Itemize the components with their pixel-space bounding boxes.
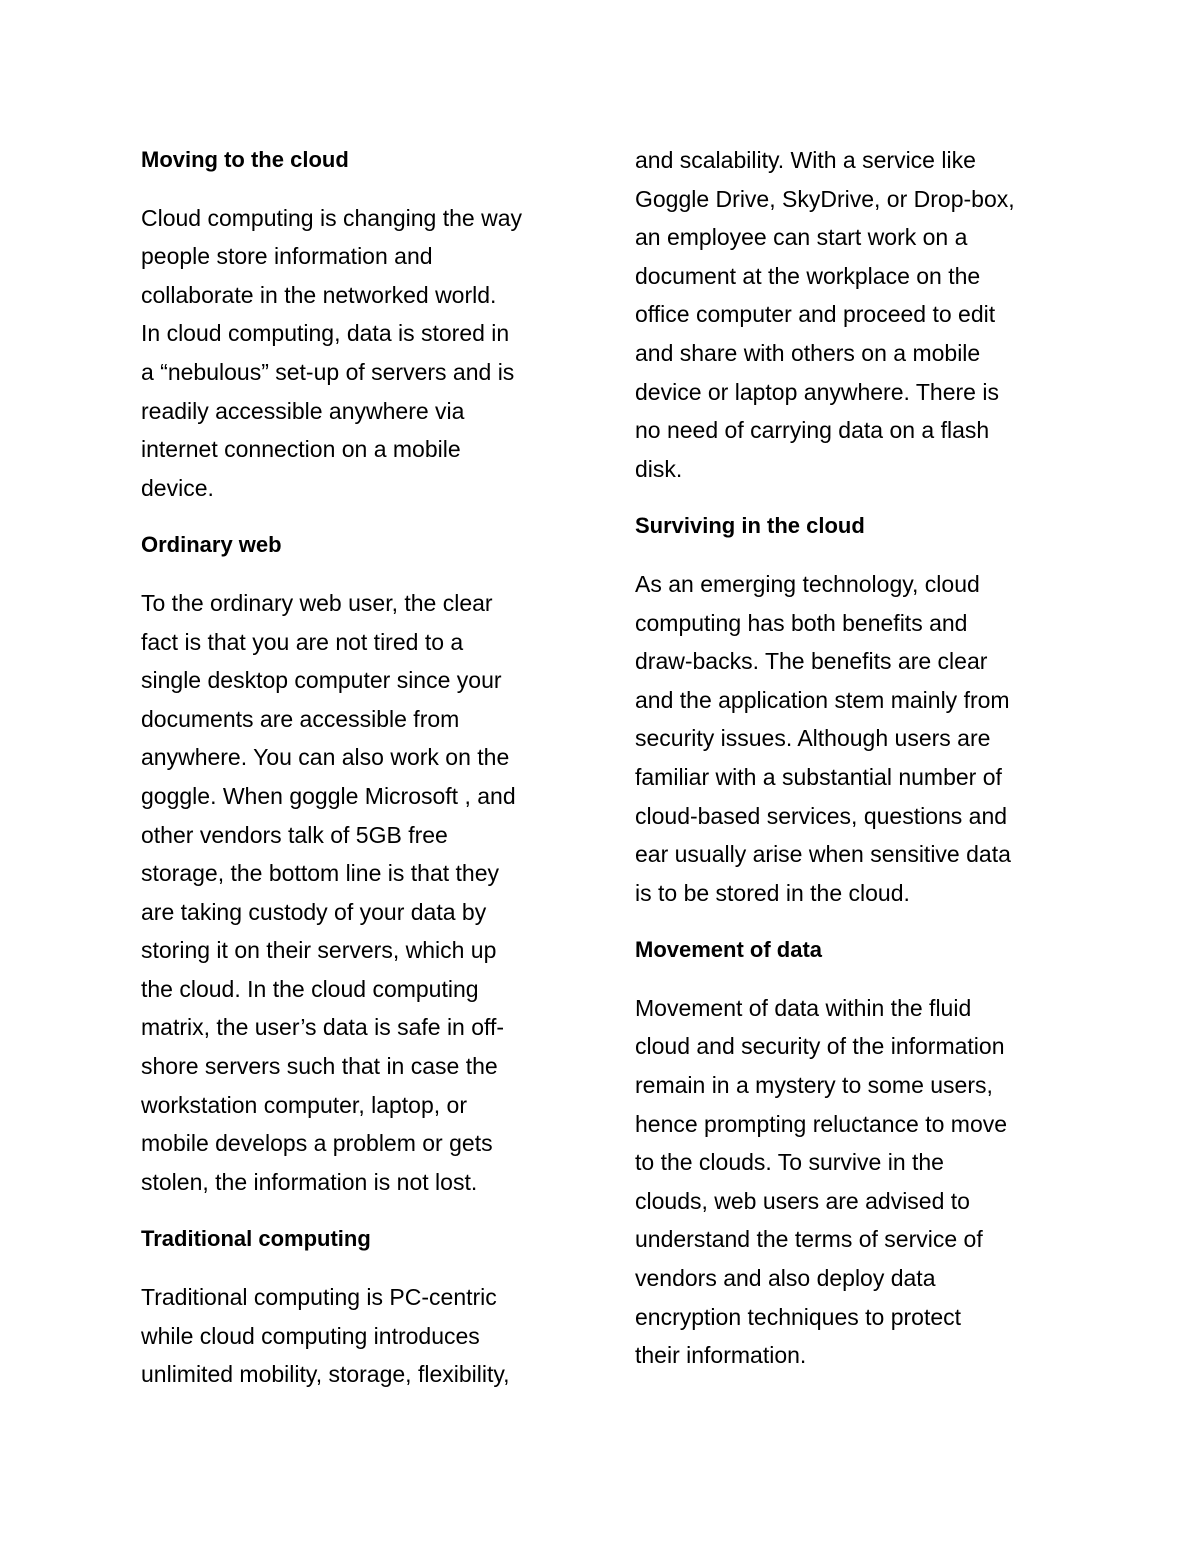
text-line: security issues. Although users are xyxy=(635,725,991,752)
section-heading-movement-of-data: Movement of data xyxy=(635,937,823,963)
text-line: mobile develops a problem or gets xyxy=(141,1130,493,1157)
text-line: vendors and also deploy data xyxy=(635,1265,936,1292)
text-line: cloud-based services, questions and xyxy=(635,802,1008,829)
text-line: other vendors talk of 5GB free xyxy=(141,821,448,848)
text-line: familiar with a substantial number of xyxy=(635,763,1002,790)
paragraph xyxy=(141,584,581,1202)
text-line: matrix, the user’s data is safe in off- xyxy=(141,1014,505,1041)
text-line: workstation computer, laptop, or xyxy=(141,1091,467,1118)
text-line: their information. xyxy=(635,1342,807,1369)
text-line: Cloud computing is changing the way xyxy=(141,204,523,231)
paragraph xyxy=(141,199,581,508)
text-line: As an emerging technology, cloud xyxy=(635,570,980,597)
paragraph xyxy=(635,565,1065,912)
text-line: storage, the bottom line is that they xyxy=(141,860,499,887)
text-line: Movement of data within the fluid xyxy=(635,994,972,1021)
text-line: encryption techniques to protect xyxy=(635,1303,962,1330)
text-line: Goggle Drive, SkyDrive, or Drop-box, xyxy=(635,185,1015,212)
text-line: understand the terms of service of xyxy=(635,1226,983,1253)
text-line: an employee can start work on a xyxy=(635,224,968,251)
section-heading-traditional-computing: Traditional computing xyxy=(141,1226,371,1252)
text-line: readily accessible anywhere via xyxy=(141,397,465,424)
text-line: disk. xyxy=(635,455,683,482)
text-line: anywhere. You can also work on the xyxy=(141,744,510,771)
right-column xyxy=(635,141,1065,1394)
left-column xyxy=(141,141,581,1413)
text-line: collaborate in the networked world. xyxy=(141,281,497,308)
text-line: are taking custody of your data by xyxy=(141,898,487,925)
text-line: shore servers such that in case the xyxy=(141,1053,498,1080)
text-line: cloud and security of the information xyxy=(635,1033,1005,1060)
text-line: internet connection on a mobile xyxy=(141,436,461,463)
text-line: a “nebulous” set-up of servers and is xyxy=(141,358,515,385)
text-line: clouds, web users are advised to xyxy=(635,1187,970,1214)
text-line: and share with others on a mobile xyxy=(635,339,981,366)
paragraph xyxy=(141,1278,581,1394)
section-heading-surviving-in-the-cloud: Surviving in the cloud xyxy=(635,513,865,539)
text-line: remain in a mystery to some users, xyxy=(635,1072,993,1099)
text-line: To the ordinary web user, the clear xyxy=(141,589,493,616)
text-line: while cloud computing introduces xyxy=(141,1322,480,1349)
text-line: device or laptop anywhere. There is xyxy=(635,378,999,405)
text-line: is to be stored in the cloud. xyxy=(635,879,910,906)
text-line: document at the workplace on the xyxy=(635,262,981,289)
text-line: storing it on their servers, which up xyxy=(141,937,497,964)
text-line: and the application stem mainly from xyxy=(635,686,1010,713)
section-heading-moving-to-the-cloud: Moving to the cloud xyxy=(141,147,349,172)
text-line: no need of carrying data on a flash xyxy=(635,417,990,444)
paragraph xyxy=(635,989,1065,1375)
text-line: single desktop computer since your xyxy=(141,667,502,694)
text-line: the cloud. In the cloud computing xyxy=(141,975,479,1002)
text-line: device. xyxy=(141,474,214,501)
text-line: hence prompting reluctance to move xyxy=(635,1110,1008,1137)
text-line: In cloud computing, data is stored in xyxy=(141,320,510,347)
text-line: ear usually arise when sensitive data xyxy=(635,841,1011,868)
text-line: and scalability. With a service like xyxy=(635,147,976,173)
text-line: office computer and proceed to edit xyxy=(635,301,996,328)
text-line: fact is that you are not tired to a xyxy=(141,628,464,655)
text-line: stolen, the information is not lost. xyxy=(141,1168,478,1195)
text-line: computing has both benefits and xyxy=(635,609,968,636)
paragraph xyxy=(635,141,1065,488)
text-line: goggle. When goggle Microsoft , and xyxy=(141,782,516,809)
text-line: to the clouds. To survive in the xyxy=(635,1149,944,1176)
text-line: unlimited mobility, storage, flexibility, xyxy=(141,1361,510,1388)
text-line: draw-backs. The benefits are clear xyxy=(635,648,988,675)
text-line: documents are accessible from xyxy=(141,705,460,732)
text-line: people store information and xyxy=(141,243,433,270)
section-heading-ordinary-web: Ordinary web xyxy=(141,532,282,558)
text-line: Traditional computing is PC-centric xyxy=(141,1284,497,1311)
